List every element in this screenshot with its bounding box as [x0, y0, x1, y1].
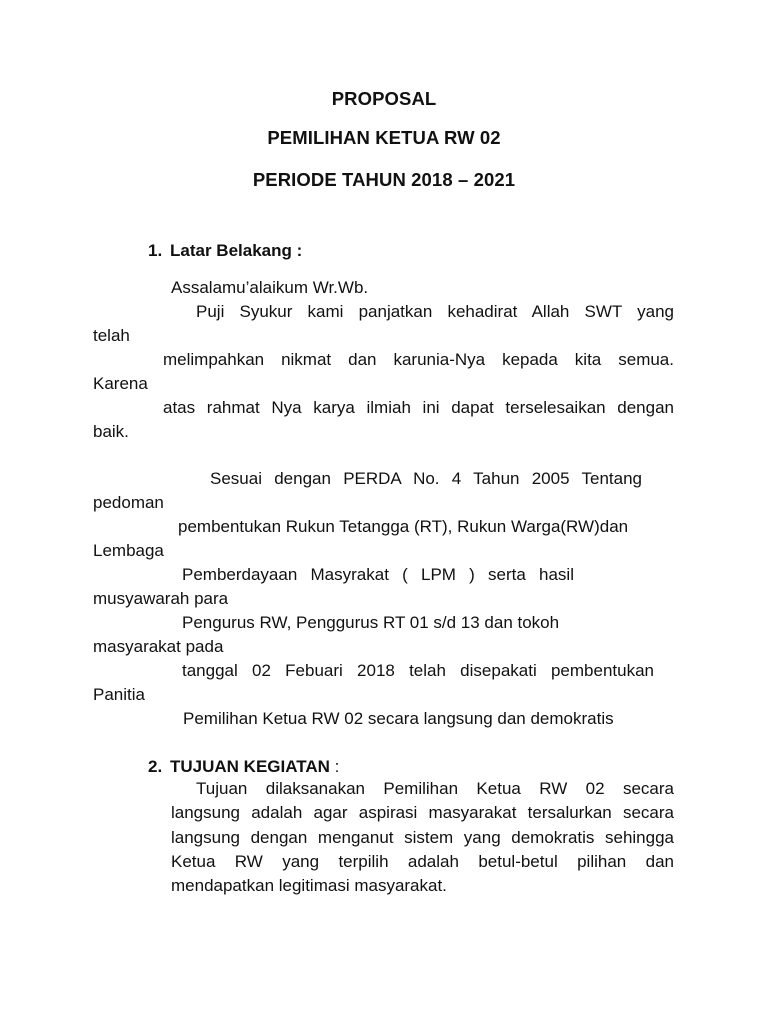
para2-line: Panitia: [93, 685, 145, 704]
section-1-number: 1.: [148, 241, 163, 260]
para3-line: Tujuan dilaksanakan Pemilihan Ketua RW 02 secara: [196, 779, 674, 798]
para2-line: Pengurus RW, Penggurus RT 01 s/d 13 dan tokoh: [182, 613, 560, 632]
para3-line: Ketua RW yang terpilih adalah betul-betul pilihan dan: [171, 852, 674, 871]
section-2-colon: :: [329, 757, 340, 776]
para2-line: musyawarah para: [93, 589, 229, 608]
para2-line: Pemberdayaan Masyrakat ( LPM ) serta hasil: [182, 565, 574, 584]
section-2-heading: [148, 757, 339, 777]
para1-line: telah: [93, 326, 130, 345]
para2-line: masyarakat pada: [93, 637, 224, 656]
para3-line: langsung adalah agar aspirasi masyarakat tersalurkan secara: [171, 803, 674, 822]
para2-line: Lembaga: [93, 541, 164, 560]
section-1-title: Latar Belakang :: [170, 241, 303, 260]
para2-line: Sesuai dengan PERDA No. 4 Tahun 2005 Tentang: [210, 469, 642, 488]
para2-line: tanggal 02 Febuari 2018 telah disepakati pembentukan: [182, 661, 654, 680]
para1-line: melimpahkan nikmat dan karunia-Nya kepada kita semua.: [163, 350, 674, 369]
para1-line: baik.: [93, 422, 129, 441]
para3-line: langsung dengan menganut sistem yang demokratis sehingga: [171, 828, 674, 847]
greeting-line: Assalamu’alaikum Wr.Wb.: [171, 278, 369, 297]
section-1-heading: [148, 241, 302, 261]
section-2-number: 2.: [148, 757, 163, 776]
document-period: PERIODE TAHUN 2018 – 2021: [252, 169, 516, 190]
para3-line: mendapatkan legitimasi masyarakat.: [171, 876, 447, 895]
para2-line: Pemilihan Ketua RW 02 secara langsung dan demokratis: [183, 709, 614, 728]
document-subtitle: PEMILIHAN KETUA RW 02: [267, 127, 501, 148]
para1-line: atas rahmat Nya karya ilmiah ini dapat terselesaikan dengan: [163, 398, 674, 417]
para2-line: pedoman: [93, 493, 164, 512]
section-2-title: TUJUAN KEGIATAN: [170, 757, 330, 776]
para1-line: Puji Syukur kami panjatkan kehadirat Allah SWT yang: [196, 302, 674, 321]
document-title: PROPOSAL: [331, 88, 437, 109]
para1-line: Karena: [93, 374, 148, 393]
para2-line: pembentukan Rukun Tetangga (RT), Rukun Warga(RW)dan: [178, 517, 629, 536]
